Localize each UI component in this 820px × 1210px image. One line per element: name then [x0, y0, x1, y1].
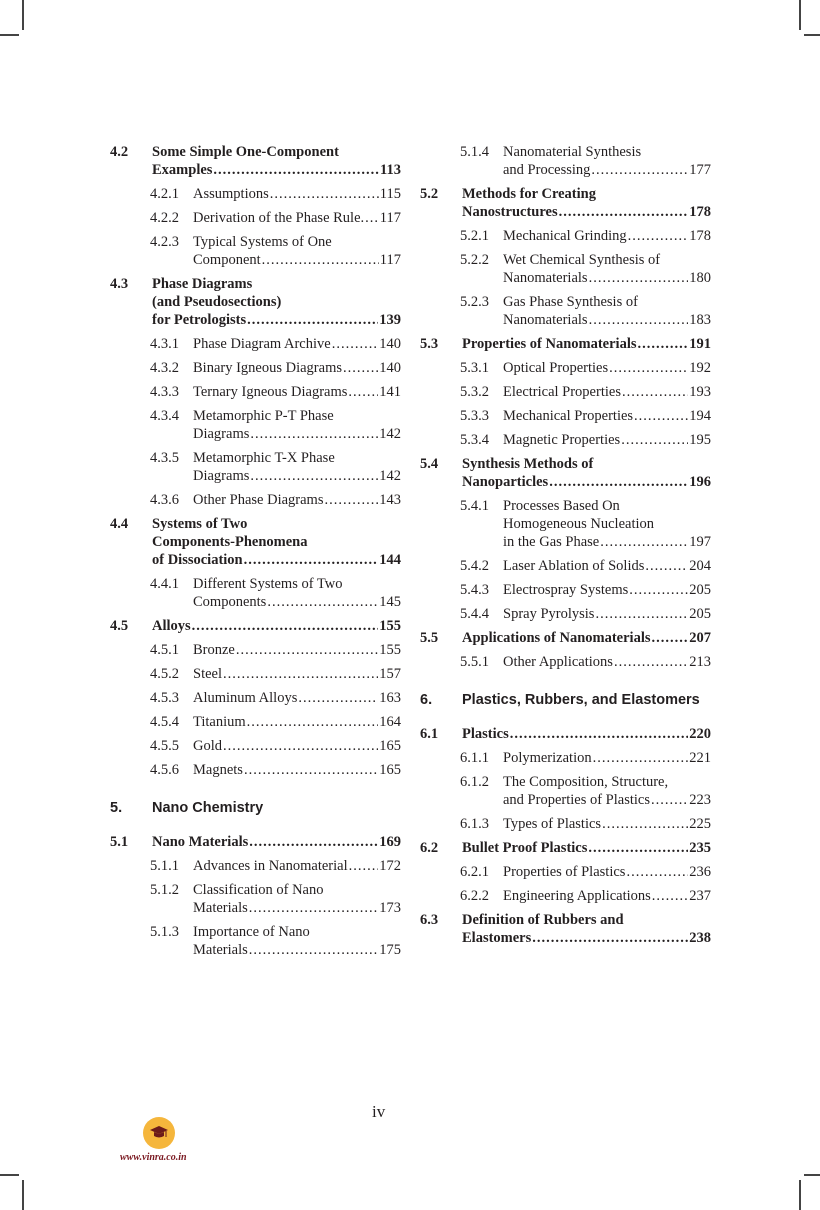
toc-entry-title: Materials [193, 900, 248, 916]
graduation-cap-icon [149, 1123, 169, 1143]
toc-page-number: 178 [689, 204, 711, 220]
toc-page-number: 225 [689, 816, 711, 832]
toc-page-number: 191 [689, 336, 711, 352]
toc-entry-number: 5.2.2 [460, 252, 489, 268]
toc-entry-number: 4.3.6 [150, 492, 179, 508]
toc-entry-number: 5.4.1 [460, 498, 489, 514]
toc-page-number: 157 [379, 666, 401, 682]
toc-entry-title: Some Simple One-Component [152, 144, 339, 160]
toc-entry-number: 4.5.3 [150, 690, 179, 706]
leader-dots [247, 713, 379, 731]
toc-entry-number: 4.3.2 [150, 360, 179, 376]
toc-entry-title: for Petrologists [152, 312, 247, 328]
leader-dots [249, 941, 378, 959]
toc-entry-title: Bronze [193, 642, 235, 658]
toc-entry-number: 6.2 [420, 840, 439, 856]
toc-entry-title: Examples [152, 162, 213, 178]
toc-entry-title: The Composition, Structure, [503, 774, 669, 790]
toc-page-number: 237 [689, 888, 711, 904]
toc-entry-number: 4.3.4 [150, 408, 179, 424]
toc-entry-title: Nano Materials [152, 834, 249, 850]
toc-entry-number: 5.3 [420, 336, 439, 352]
toc-entry-number: 4.3.3 [150, 384, 179, 400]
toc-entry-title: Electrospray Systems [503, 582, 629, 598]
leader-dots [223, 665, 378, 683]
toc-entry-title: Engineering Applications [503, 888, 651, 904]
toc-entry-number: 4.3.1 [150, 336, 179, 352]
leader-dots [549, 473, 688, 491]
toc-entry-title: Nanomaterials [503, 312, 588, 328]
toc-entry-title: Different Systems of Two [193, 576, 343, 592]
toc-entry-number: 4.2.2 [150, 210, 179, 226]
leader-dots [223, 737, 378, 755]
toc-entry-number: 4.2 [110, 144, 129, 160]
toc-entry-title: Other Applications [503, 654, 613, 670]
toc-page-number: 141 [379, 384, 401, 400]
toc-page-number: 142 [379, 426, 401, 442]
toc-entry-number: 4.4.1 [150, 576, 179, 592]
toc-entry-title: Systems of Two [152, 516, 248, 532]
leader-dots [595, 605, 688, 623]
toc-entry-number: 5.3.2 [460, 384, 489, 400]
crop-mark [22, 1180, 24, 1210]
toc-page-number: 235 [689, 840, 711, 856]
leader-dots [510, 725, 689, 743]
leader-dots [614, 653, 688, 671]
toc-entry-title: Wet Chemical Synthesis of [503, 252, 661, 268]
toc-entry-title: and Properties of Plastics [503, 792, 650, 808]
toc-entry-number: 6.3 [420, 912, 439, 928]
toc-entry-number: 6.1.3 [460, 816, 489, 832]
toc-entry-title: Importance of Nano [193, 924, 310, 940]
toc-page-number: 169 [379, 834, 401, 850]
toc-page-number: 205 [689, 606, 711, 622]
toc-page-number: 207 [689, 630, 711, 646]
leader-dots [267, 593, 378, 611]
toc-entry-number: 4.2.1 [150, 186, 179, 202]
toc-entry-title: Diagrams [193, 426, 250, 442]
leader-dots [622, 383, 688, 401]
toc-entry-number: 5.1.4 [460, 144, 489, 160]
toc-entry-title: Properties of Nanomaterials [462, 336, 637, 352]
leader-dots [349, 857, 379, 875]
leader-dots [652, 629, 689, 647]
toc-entry-title: Metamorphic T-X Phase [193, 450, 335, 466]
crop-mark [804, 34, 820, 36]
leader-dots [593, 749, 689, 767]
toc-page-number: 175 [379, 942, 401, 958]
toc-entry-title: Properties of Plastics [503, 864, 626, 880]
toc-entry-number: 6.1.1 [460, 750, 489, 766]
crop-mark [0, 1174, 19, 1176]
toc-entry-title: Nano Chemistry [152, 800, 264, 816]
crop-mark [799, 0, 801, 30]
toc-entry-title: Derivation of the Phase Rule. [193, 210, 365, 226]
leader-dots [365, 209, 379, 227]
toc-entry-title: Magnetic Properties [503, 432, 621, 448]
toc-entry-title: Component [193, 252, 261, 268]
toc-entry-number: 5.4.2 [460, 558, 489, 574]
page-number: iv [372, 1102, 386, 1121]
leader-dots [348, 383, 378, 401]
toc-entry-number: 5.4.4 [460, 606, 489, 622]
toc-page-number: 140 [379, 336, 401, 352]
toc-page-number: 155 [379, 618, 401, 634]
leader-dots [652, 887, 688, 905]
toc-entry-number: 5. [110, 800, 123, 816]
toc-page-number: 221 [689, 750, 711, 766]
toc-entry-number: 4.4 [110, 516, 129, 532]
toc-page-number: 144 [379, 552, 401, 568]
toc-entry-number: 4.5.4 [150, 714, 179, 730]
leader-dots [247, 311, 378, 329]
leader-dots [532, 929, 688, 947]
leader-dots [600, 533, 688, 551]
toc-entry-title: Plastics, Rubbers, and Elastomers [462, 692, 700, 708]
leader-dots [343, 359, 378, 377]
publisher-logo [143, 1117, 175, 1149]
toc-entry-title: Binary Igneous Diagrams [193, 360, 342, 376]
toc-entry-title: Methods for Creating [462, 186, 596, 202]
toc-entry-title: Other Phase Diagrams [193, 492, 324, 508]
toc-page-number: 183 [689, 312, 711, 328]
toc-entry-title: Homogeneous Nucleation [503, 516, 655, 532]
leader-dots [589, 311, 689, 329]
toc-page-number: 195 [689, 432, 711, 448]
leader-dots [236, 641, 378, 659]
toc-entry-title: Electrical Properties [503, 384, 621, 400]
toc-entry-title: (and Pseudosections) [152, 294, 282, 310]
leader-dots [249, 833, 378, 851]
toc-entry-number: 5.4.3 [460, 582, 489, 598]
toc-entry-title: Titanium [193, 714, 246, 730]
toc-page-number: 180 [689, 270, 711, 286]
leader-dots [298, 689, 378, 707]
leader-dots [250, 467, 378, 485]
toc-page-number: 197 [689, 534, 711, 550]
leader-dots [192, 617, 379, 635]
toc-entry-title: Nanostructures [462, 204, 558, 220]
toc-entry-title: Nanomaterial Synthesis [503, 144, 642, 160]
toc-entry-number: 6.1.2 [460, 774, 489, 790]
toc-entry-number: 5.1 [110, 834, 129, 850]
toc-entry-title: Mechanical Grinding [503, 228, 627, 244]
toc-entry-title: Phase Diagram Archive [193, 336, 331, 352]
leader-dots [559, 203, 689, 221]
toc-entry-number: 4.3.5 [150, 450, 179, 466]
leader-dots [589, 269, 689, 287]
toc-entry-title: Diagrams [193, 468, 250, 484]
toc-page-number: 194 [689, 408, 711, 424]
toc-entry-number: 4.3 [110, 276, 129, 292]
leader-dots [270, 185, 379, 203]
toc-page-number: 117 [379, 252, 401, 268]
toc-entry-title: Bullet Proof Plastics [462, 840, 588, 856]
toc-page-number: 193 [689, 384, 711, 400]
toc-entry-title: Aluminum Alloys [193, 690, 298, 706]
toc-entry-title: Plastics [462, 726, 509, 742]
toc-entry-title: Polymerization [503, 750, 592, 766]
toc-page-number: 204 [689, 558, 711, 574]
toc-entry-number: 5.1.2 [150, 882, 179, 898]
toc-entry-number: 5.2.1 [460, 228, 489, 244]
toc-entry-title: Laser Ablation of Solids [503, 558, 645, 574]
toc-entry-number: 4.5.2 [150, 666, 179, 682]
toc-entry-number: 5.3.3 [460, 408, 489, 424]
toc-entry-title: Materials [193, 942, 248, 958]
toc-page-number: 163 [379, 690, 401, 706]
leader-dots [244, 761, 378, 779]
toc-page-number: 155 [379, 642, 401, 658]
toc-page-number: 139 [379, 312, 401, 328]
toc-entry-title: Nanomaterials [503, 270, 588, 286]
toc-entry-title: Nanoparticles [462, 474, 549, 490]
toc-entry-number: 5.4 [420, 456, 439, 472]
crop-mark [804, 1174, 820, 1176]
leader-dots [634, 407, 688, 425]
toc-entry-number: 5.3.4 [460, 432, 489, 448]
toc-entry-title: Alloys [152, 618, 191, 634]
toc-page-number: 205 [689, 582, 711, 598]
leader-dots [602, 815, 688, 833]
toc-entry-number: 6.2.1 [460, 864, 489, 880]
toc-page-number: 213 [689, 654, 711, 670]
toc-entry-number: 5.1.3 [150, 924, 179, 940]
toc-entry-number: 4.5.6 [150, 762, 179, 778]
toc-entry-title: Gas Phase Synthesis of [503, 294, 638, 310]
leader-dots [244, 551, 379, 569]
toc-entry-number: 4.5.1 [150, 642, 179, 658]
toc-page-number: 115 [379, 186, 401, 202]
toc-entry-number: 5.5 [420, 630, 439, 646]
toc-entry-number: 5.1.1 [150, 858, 179, 874]
toc-entry-title: Components [193, 594, 267, 610]
toc-entry-number: 5.5.1 [460, 654, 489, 670]
toc-entry-title: Metamorphic P-T Phase [193, 408, 334, 424]
leader-dots [249, 899, 378, 917]
toc-entry-title: Typical Systems of One [193, 234, 332, 250]
crop-mark [0, 34, 19, 36]
toc-page-number: 178 [689, 228, 711, 244]
publisher-website: www.vinra.co.in [120, 1152, 187, 1163]
toc-entry-number: 5.2.3 [460, 294, 489, 310]
toc-page-number: 192 [689, 360, 711, 376]
toc-page-number: 236 [689, 864, 711, 880]
leader-dots [213, 161, 379, 179]
leader-dots [262, 251, 379, 269]
toc-entry-title: Magnets [193, 762, 243, 778]
toc-page-number: 220 [689, 726, 711, 742]
leader-dots [651, 791, 688, 809]
toc-page-number: 140 [379, 360, 401, 376]
toc-entry-number: 5.2 [420, 186, 439, 202]
toc-entry-title: Assumptions [193, 186, 269, 202]
leader-dots [250, 425, 378, 443]
leader-dots [629, 581, 688, 599]
toc-page-number: 143 [379, 492, 401, 508]
toc-entry-number: 6. [420, 692, 433, 708]
toc-entry-number: 4.5 [110, 618, 129, 634]
leader-dots [609, 359, 688, 377]
leader-dots [621, 431, 688, 449]
crop-mark [22, 0, 24, 30]
toc-page-number: 145 [379, 594, 401, 610]
toc-entry-title: Applications of Nanomaterials [462, 630, 651, 646]
toc-entry-title: Gold [193, 738, 222, 754]
toc-entry-title: Optical Properties [503, 360, 609, 376]
toc-entry-title: Classification of Nano [193, 882, 324, 898]
leader-dots [591, 161, 688, 179]
toc-page-number: 238 [689, 930, 711, 946]
toc-entry-title: Definition of Rubbers and [462, 912, 624, 928]
toc-entry-title: of Dissociation [152, 552, 243, 568]
toc-entry-number: 4.5.5 [150, 738, 179, 754]
toc-page-number: 113 [380, 162, 401, 178]
leader-dots [645, 557, 688, 575]
toc-page-number: 172 [379, 858, 401, 874]
toc-page-number: 165 [379, 762, 401, 778]
toc-entry-title: Types of Plastics [503, 816, 602, 832]
toc-entry-title: Elastomers [462, 930, 532, 946]
leader-dots [332, 335, 379, 353]
toc-entry-title: Steel [193, 666, 222, 682]
toc-entry-number: 4.2.3 [150, 234, 179, 250]
crop-mark [799, 1180, 801, 1210]
toc-entry-number: 5.3.1 [460, 360, 489, 376]
toc-page-number: 117 [379, 210, 401, 226]
toc-page-number: 173 [379, 900, 401, 916]
toc-entry-title: Components-Phenomena [152, 534, 308, 550]
toc-entry-title: Spray Pyrolysis [503, 606, 595, 622]
toc-entry-number: 6.1 [420, 726, 439, 742]
toc-entry-title: and Processing [503, 162, 591, 178]
toc-entry-title: Ternary Igneous Diagrams [193, 384, 348, 400]
toc-entry-title: Synthesis Methods of [462, 456, 594, 472]
toc-entry-title: Mechanical Properties [503, 408, 634, 424]
toc-page-number: 165 [379, 738, 401, 754]
toc-page-number: 142 [379, 468, 401, 484]
leader-dots [638, 335, 689, 353]
leader-dots [324, 491, 378, 509]
toc-entry-title: Phase Diagrams [152, 276, 253, 292]
toc-page-number: 196 [689, 474, 711, 490]
toc-page-number: 177 [689, 162, 711, 178]
leader-dots [588, 839, 688, 857]
toc-entry-title: Processes Based On [503, 498, 620, 514]
toc-entry-title: in the Gas Phase [503, 534, 600, 550]
toc-page-number: 164 [379, 714, 401, 730]
toc-page-number: 223 [689, 792, 711, 808]
toc-entry-number: 6.2.2 [460, 888, 489, 904]
leader-dots [626, 863, 688, 881]
leader-dots [628, 227, 689, 245]
toc-entry-title: Advances in Nanomaterial [193, 858, 348, 874]
